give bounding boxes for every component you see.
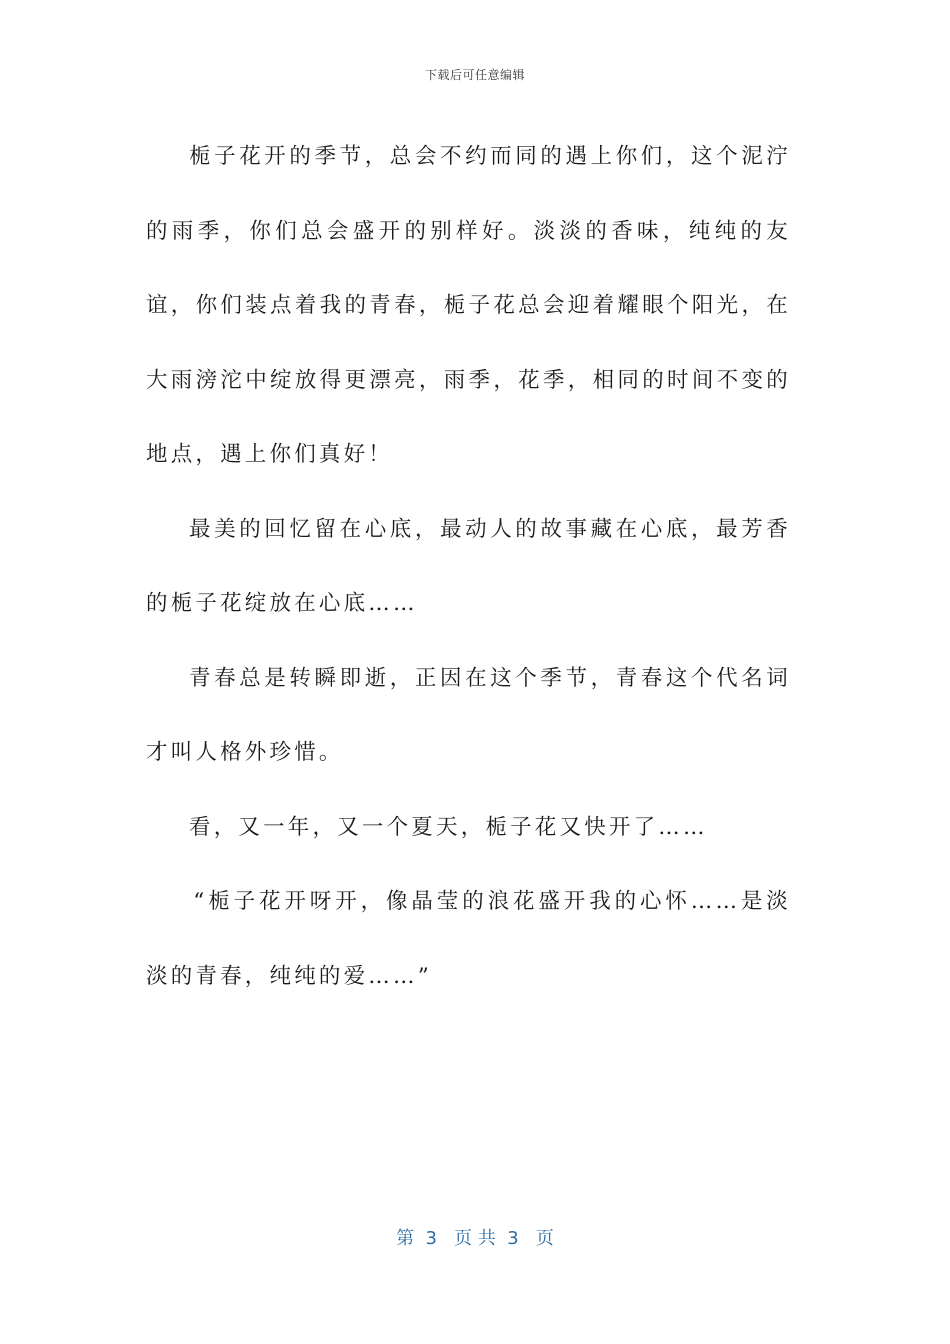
page-number-footer: 第 3 页 共 3 页 (396, 1228, 554, 1249)
paragraph-4: 看，又一年，又一个夏天，栀子花又快开了…… (189, 814, 708, 840)
paragraph-3: 青春总是转瞬即逝，正因在这个季节，青春这个代名词才叫人格外珍惜。 (146, 665, 791, 765)
paragraph-2: 最美的回忆留在心底，最动人的故事藏在心底，最芳香的栀子花绽放在心底…… (146, 516, 791, 616)
download-note-header: 下载后可任意编辑 (424, 68, 525, 82)
paragraph-5-quote: “栀子花开呀开，像晶莹的浪花盛开我的心怀……是淡淡的青春，纯纯的爱……” (146, 889, 791, 989)
paragraph-1: 栀子花开的季节，总会不约而同的遇上你们，这个泥泞的雨季，你们总会盛开的别样好。淡淡的香味，纯纯的友谊，你们装点着我的青春，栀子花总会迎着耀眼个阳光，在大雨滂沱中绽放得更漂亮，雨季，花季，相同的时间不变的地点，遇上你们真好！ (146, 144, 791, 467)
document-body (146, 120, 791, 1014)
